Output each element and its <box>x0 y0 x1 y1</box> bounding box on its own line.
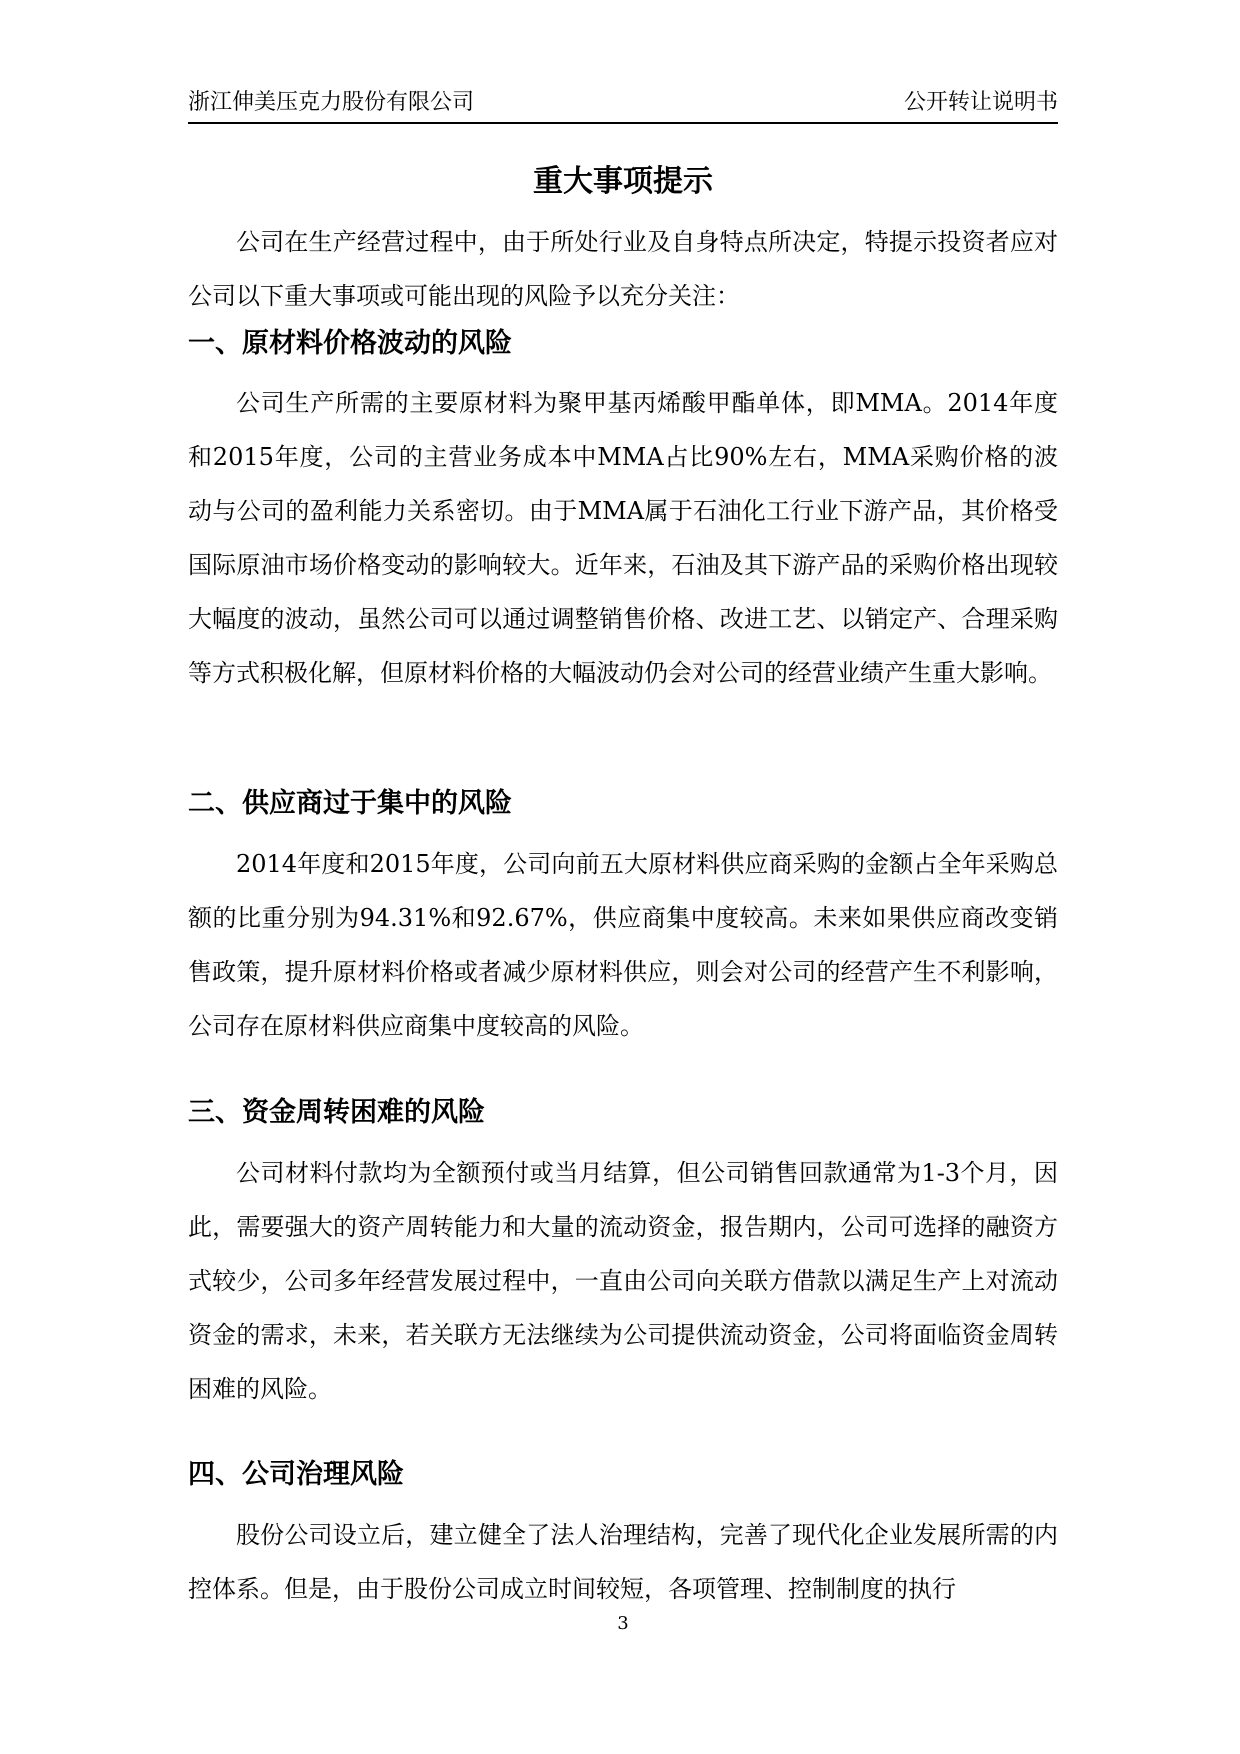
page-number: 3 <box>617 1613 629 1634</box>
page-header <box>188 88 1058 124</box>
section-heading-supplier: 二、供应商过于集中的风险 <box>188 788 512 819</box>
page-title: 重大事项提示 <box>533 164 713 199</box>
section-heading-raw-material: 一、原材料价格波动的风险 <box>188 328 512 359</box>
section-body-raw-material: 公司生产所需的主要原材料为聚甲基丙烯酸甲酯单体，即MMA。2014年度和2015年度，公司的主营业务成本中MMA占比90%左右，MMA采购价格的波动与公司的盈利能力关系密切。由于MMA属于石油化工行业下游产品，其价格受国际原油市场价格变动的影响较大。近年来，石油及其下游产品的采购价格出现较大幅度的波动，虽然公司可以通过调整销售价格、改进工艺、以销定产、合理采购等方式积极化解，但原材料价格的大幅波动仍会对公司的经营业绩产生重大影响。 <box>188 389 1058 687</box>
intro-paragraph: 公司在生产经营过程中，由于所处行业及自身特点所决定，特提示投资者应对公司以下重大事项或可能出现的风险予以充分关注： <box>188 228 1058 310</box>
header-company-name: 浙江伸美压克力股份有限公司 <box>188 90 475 115</box>
section-body-governance: 股份公司设立后，建立健全了法人治理结构，完善了现代化企业发展所需的内控体系。但是，由于股份公司成立时间较短，各项管理、控制制度的执行 <box>188 1521 1058 1603</box>
section-body-supplier: 2014年度和2015年度，公司向前五大原材料供应商采购的金额占全年采购总额的比重分别为94.31%和92.67%，供应商集中度较高。未来如果供应商改变销售政策，提升原材料价格或者减少原材料供应，则会对公司的经营产生不利影响，公司存在原材料供应商集中度较高的风险。 <box>188 850 1058 1040</box>
section-heading-governance: 四、公司治理风险 <box>188 1459 404 1490</box>
section-body-capital-turnover: 公司材料付款均为全额预付或当月结算，但公司销售回款通常为1-3个月，因此，需要强大的资产周转能力和大量的流动资金，报告期内，公司可选择的融资方式较少，公司多年经营发展过程中，一直由公司向关联方借款以满足生产上对流动资金的需求，未来，若关联方无法继续为公司提供流动资金，公司将面临资金周转困难的风险。 <box>188 1159 1058 1403</box>
header-document-type: 公开转让说明书 <box>903 90 1058 115</box>
section-heading-capital-turnover: 三、资金周转困难的风险 <box>188 1097 485 1128</box>
